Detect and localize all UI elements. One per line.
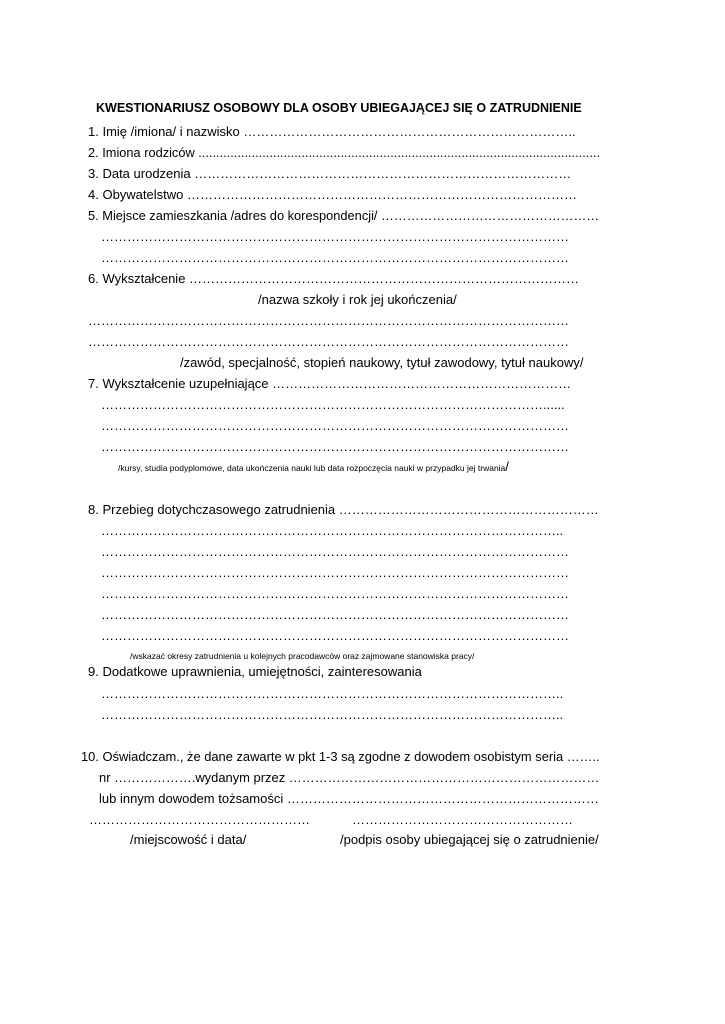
q5-dotted-line-1: ………………………………………………………………………………………………: [101, 229, 569, 244]
q8-dotted-line-4: ………………………………………………………………………………………………: [101, 586, 569, 601]
q7-dotted-line-2: ………………………………………………………………………………………………: [101, 418, 569, 433]
q5-dotted-line-2: ………………………………………………………………………………………………: [101, 250, 569, 265]
q9-skills-field: 9. Dodatkowe uprawnienia, umiejętności, zainteresowania: [88, 664, 422, 679]
q8-hint: /wskazać okresy zatrudnienia u kolejnych pracodawców oraz zajmowane stanowiska pracy/: [130, 651, 475, 661]
q8-dotted-line-6: ………………………………………………………………………………………………: [101, 628, 569, 643]
q7-hint-slash: /: [505, 459, 509, 474]
page-title: KWESTIONARIUSZ OSOBOWY DLA OSOBY UBIEGAJĄCEJ SIĘ O ZATRUDNIENIE: [96, 101, 582, 115]
q6-dotted-line-1: …………………………………………………………………………………………………: [88, 313, 569, 328]
q6-hint: /nazwa szkoły i rok jej ukończenia/: [258, 292, 457, 307]
q8-dotted-line-3: ………………………………………………………………………………………………: [101, 565, 569, 580]
q8-employment-history-field: 8. Przebieg dotychczasowego zatrudnienia ……………………………………………………: [88, 502, 599, 517]
signature-applicant-label: /podpis osoby ubiegającej się o zatrudnienie/: [340, 832, 599, 847]
q6-dotted-line-2: …………………………………………………………………………………………………: [88, 334, 569, 349]
q7-dotted-line-1: …………………………………………………………………………………………......: [101, 397, 565, 412]
q7-hint: [118, 459, 509, 476]
signature-applicant-dots: ……………………………………………: [352, 812, 573, 827]
q2-parents-field: 2. Imiona rodziców .................................................................................................................: [88, 145, 601, 160]
q7-hint-text: /kursy, studia podyplomowe, data ukończenia nauki lub data rozpoczęcia nauki w przypadku jej trwania: [118, 463, 506, 473]
q7-dotted-line-3: ………………………………………………………………………………………………: [101, 439, 569, 454]
q3-birthdate-field: 3. Data urodzenia ……………………………………………………………………………: [88, 166, 572, 181]
q10-declaration: 10. Oświadczam., że dane zawarte w pkt 1-3 są zgodne z dowodem osobistym seria ……..: [81, 749, 600, 764]
q4-citizenship-field: 4. Obywatelstwo ………………………………………………………………………………: [88, 187, 577, 202]
q8-dotted-line-1: ……………………………………………………………………………………………..: [101, 523, 564, 538]
q8-dotted-line-2: ………………………………………………………………………………………………: [101, 544, 569, 559]
q9-dotted-line-1: ……………………………………………………………………………………………..: [101, 686, 564, 701]
q9-dotted-line-2: ……………………………………………………………………………………………..: [101, 707, 564, 722]
q6-hint-2: /zawód, specjalność, stopień naukowy, tytuł zawodowy, tytuł naukowy/: [180, 355, 584, 370]
q8-dotted-line-5: ………………………………………………………………………………………………: [101, 607, 569, 622]
q5-address-field: 5. Miejsce zamieszkania /adres do korespondencji/ ……………………………………………: [88, 208, 600, 223]
q10-line-2: nr ……………….wydanym przez ………………………………………………………………: [99, 770, 600, 785]
signature-place-date-label: /miejscowość i data/: [130, 832, 247, 847]
q7-additional-education-field: 7. Wykształcenie uzupełniające ……………………………………………………………: [88, 376, 572, 391]
signature-place-date-dots: ……………………………………………: [89, 812, 310, 827]
q6-education-field: 6. Wykształcenie ………………………………………………………………………………: [88, 271, 580, 286]
q10-line-3: lub innym dowodem tożsamości ………………………………………………………………: [99, 791, 599, 806]
q1-name-field: 1. Imię /imiona/ i nazwisko …………………………………………………………………..: [88, 124, 576, 139]
